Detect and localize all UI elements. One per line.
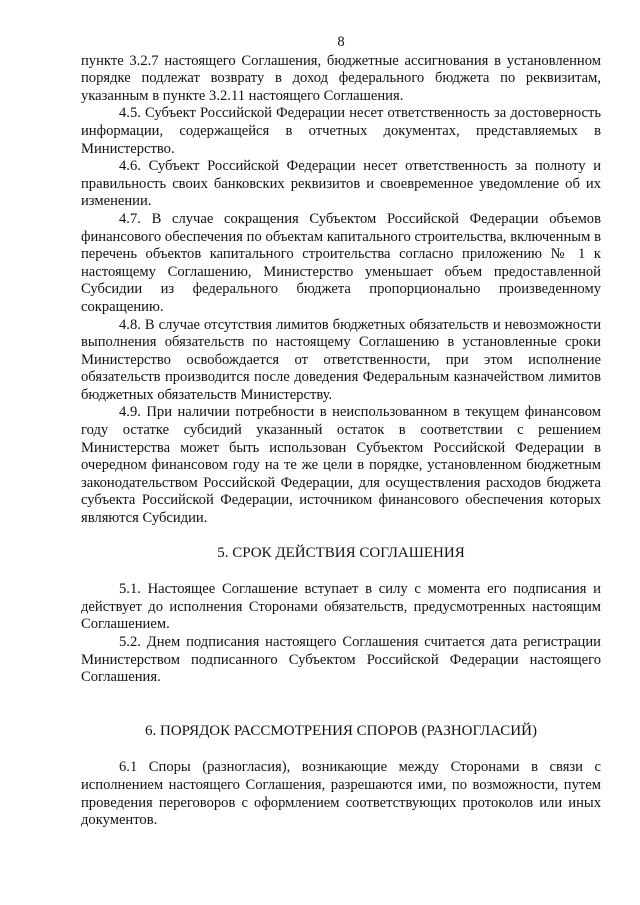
section-5-heading: 5. СРОК ДЕЙСТВИЯ СОГЛАШЕНИЯ — [217, 544, 465, 561]
paragraph-4-4-continuation: пункте 3.2.7 настоящего Соглашения, бюджетные ассигнования в установленном порядке подлежат возврату в доход федерального бюджета по реквизитам, указанным в пункте 3.2.11 настоящего Соглашения. — [81, 52, 601, 104]
page-number: 8 — [337, 34, 345, 50]
paragraph-5-1: 5.1. Настоящее Соглашение вступает в силу с момента его подписания и действует до исполнения Сторонами обязательств, предусмотренных настоящим Соглашением. — [81, 581, 601, 633]
paragraph-4-8: 4.8. В случае отсутствия лимитов бюджетных обязательств и невозможности выполнения обязательств по настоящему Соглашению в установленные сроки Министерство освобождается от ответственности, при этом исполнение обязательств производится после доведения Федеральным казначейством лимитов бюджетных обязательств Министерству. — [81, 316, 601, 403]
paragraph-4-5: 4.5. Субъект Российской Федерации несет ответственность за достоверность информации, содержащейся в отчетных документах, представляемых в Министерство. — [81, 105, 601, 157]
paragraph-5-2: 5.2. Днем подписания настоящего Соглашения считается дата регистрации Министерством подписанного Субъектом Российской Федерации настоящего Соглашения. — [81, 634, 601, 686]
paragraph-4-6: 4.6. Субъект Российской Федерации несет ответственность за полноту и правильность своих банковских реквизитов и своевременное уведомление об их изменении. — [81, 158, 601, 210]
paragraph-6-1: 6.1 Споры (разногласия), возникающие между Сторонами в связи с исполнением настоящего Соглашения, разрешаются ими, по возможности, путем проведения переговоров с оформлением соответствующих протоколов или иных документов. — [81, 759, 601, 829]
paragraph-4-9: 4.9. При наличии потребности в неиспользованном в текущем финансовом году остатке субсидий указанный остаток в соответствии с решением Министерства может быть использован Субъектом Российской Федерации в очередном финансовом году на те же цели в порядке, установленном бюджетным законодательством Российской Федерации, для осуществления расходов бюджета субъекта Российской Федерации, источником финансового обеспечения которых являются Субсидии. — [81, 404, 601, 527]
document-page — [81, 34, 601, 830]
paragraph-4-7: 4.7. В случае сокращения Субъектом Российской Федерации объемов финансового обеспечения по объектам капитального строительства, включенным в перечень объектов капитального строительства согласно приложению № 1 к настоящему Соглашению, Министерство уменьшает объем предоставленной Субсидии из федерального бюджета пропорционально произведенному сокращению. — [81, 210, 601, 315]
section-6-heading: 6. ПОРЯДОК РАССМОТРЕНИЯ СПОРОВ (РАЗНОГЛАСИЙ) — [145, 722, 537, 739]
